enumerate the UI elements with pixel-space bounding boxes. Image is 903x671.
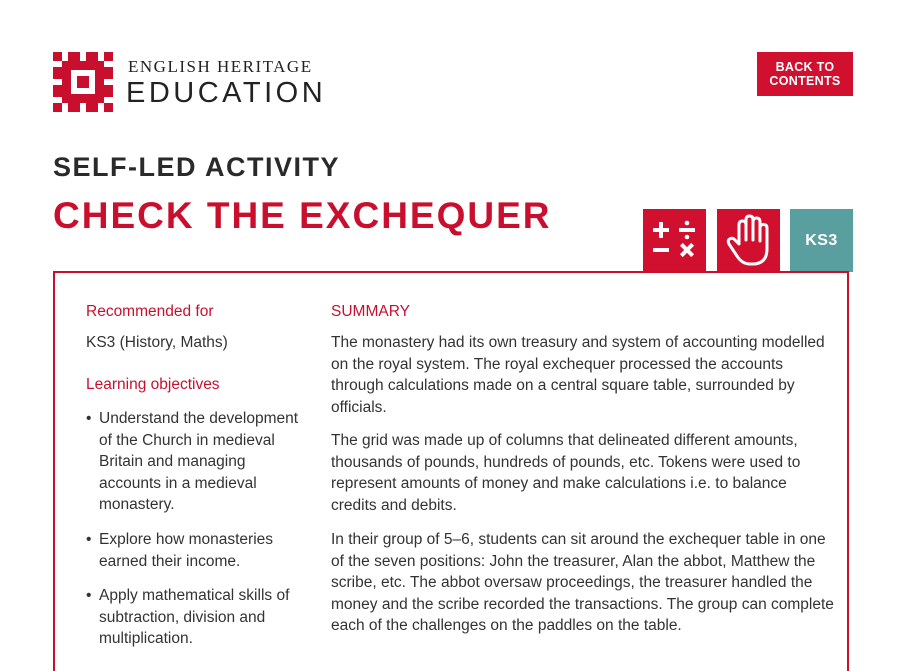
summary-heading: SUMMARY <box>331 303 410 320</box>
summary-paragraph: In their group of 5–6, students can sit around the exchequer table in one of the seven positions: John the treasurer, Alan the abbot, Matthew the scribe, etc. The abbot oversaw proceedings, the treasurer handled the money and the scribe recorded the transactions. The group can complete each of the challenges on the paddles on the table. <box>331 531 834 634</box>
hands-on-badge <box>717 209 780 272</box>
summary-paragraph: The monastery had its own treasury and system of accounting modelled on the royal system. The royal exchequer processed the accounts through calculations made on a central square table, surrounded by officials. <box>331 334 825 416</box>
math-badge <box>643 209 706 272</box>
back-to-contents-button[interactable]: BACK TO CONTENTS <box>757 52 853 96</box>
brand-division: EDUCATION <box>126 77 327 109</box>
brand-name: ENGLISH HERITAGE <box>128 57 313 76</box>
key-stage-badge: KS3 <box>790 209 853 272</box>
objectives-heading: Learning objectives <box>86 376 220 393</box>
english-heritage-logo-icon <box>53 52 113 112</box>
recommended-value: KS3 (History, Maths) <box>86 334 228 351</box>
summary-paragraph: The grid was made up of columns that delineated different amounts, thousands of pounds, hundreds of pounds, etc. Tokens were used to represent amounts of money and make calculations i.e. to balance credits and debits. <box>331 432 801 514</box>
recommended-heading: Recommended for <box>86 303 214 320</box>
page-title: CHECK THE EXCHEQUER <box>53 195 552 236</box>
activity-type: SELF-LED ACTIVITY <box>53 152 340 182</box>
math-operations-icon <box>643 209 706 272</box>
hand-icon <box>717 209 780 272</box>
